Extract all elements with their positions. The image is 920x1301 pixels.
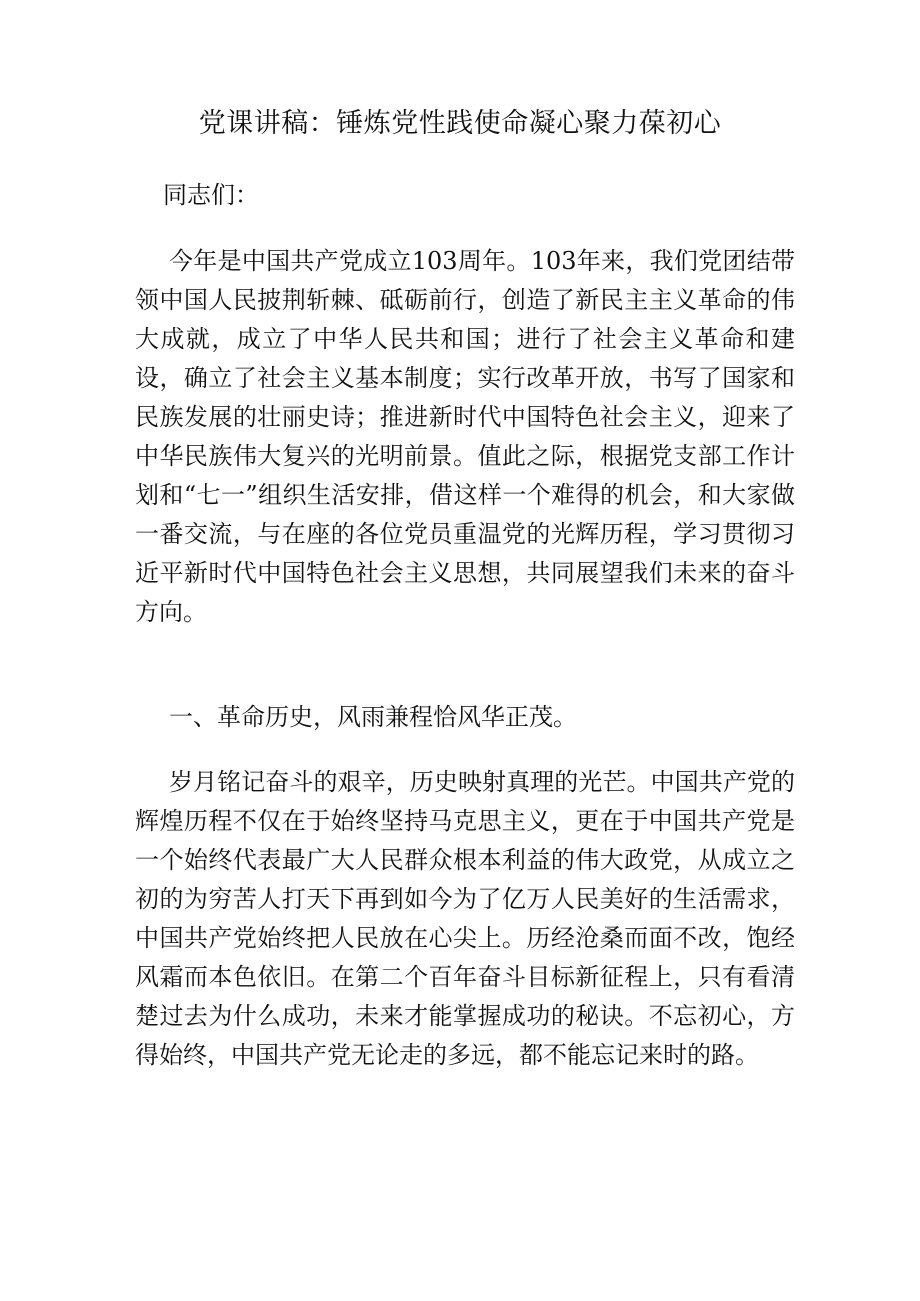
document-title: 党课讲稿：锤炼党性践使命凝心聚力葆初心 (198, 108, 722, 139)
salutation: 同志们： (163, 181, 259, 209)
paragraph-intro: 今年是中国共产党成立103周年。103年来，我们党团结带领中国人民披荆斩棘、砥砺前行，创造了新民主主义革命的伟大成就，成立了中华人民共和国；进行了社会主义革命和建设，确立了社会主义基本制度；实行改革开放，书写了国家和民族发展的壮丽史诗；推进新时代中国特色社会主义，迎来了中华民族伟大复兴的光明前景。值此之际，根据党支部工作计划和“七一”组织生活安排，借这样一个难得的机会，和大家做一番交流，与在座的各位党员重温党的光辉历程，学习贯彻习近平新时代中国特色社会主义思想，共同展望我们未来的奋斗方向。 (135, 247, 795, 626)
section-heading-1: 一、革命历史，风雨兼程恰风华正茂。 (169, 703, 577, 731)
paragraph-section-1: 岁月铭记奋斗的艰辛，历史映射真理的光芒。中国共产党的辉煌历程不仅在于始终坚持马克思主义，更在于中国共产党是一个始终代表最广大人民群众根本利益的伟大政党，从成立之初的为穷苦人打天下再到如今为了亿万人民美好的生活需求，中国共产党始终把人民放在心尖上。历经沧桑而面不改，饱经风霜而本色依旧。在第二个百年奋斗目标新征程上，只有看清楚过去为什么成功，未来才能掌握成功的秘诀。不忘初心，方得始终，中国共产党无论走的多远，都不能忘记来时的路。 (135, 768, 795, 1069)
